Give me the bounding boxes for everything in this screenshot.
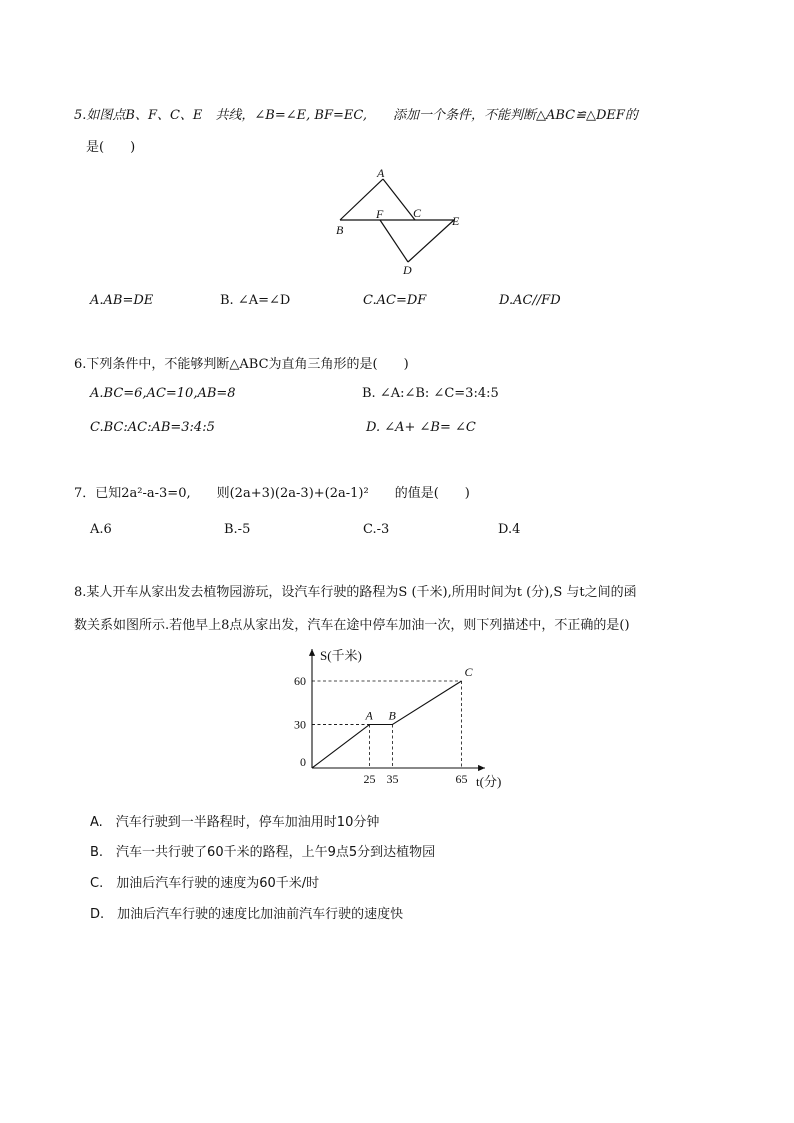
q8-stem-line1: 8.某人开车从家出发去植物园游玩，设汽车行驶的路程为S (千米),所用时间为t (分),S 与t之间的函: [74, 585, 637, 600]
label-a: A: [377, 166, 385, 180]
distance-time-chart: [280, 643, 520, 795]
point-label-c: C: [464, 665, 473, 679]
q5-figure: [330, 162, 470, 280]
segment-de: [408, 220, 454, 262]
label-c: C: [413, 206, 422, 220]
label-d: D: [403, 263, 412, 277]
q7-stem: 7．已知2a²-a-3=0, 则(2a+3)(2a-3)+(2a-1)² 的值是( ): [74, 486, 470, 501]
q8-stem-line2: 数关系如图所示.若他早上8点从家出发，汽车在途中停车加油一次，则下列描述中，不正确的是(): [74, 618, 630, 633]
q7-option-b: B.-5: [224, 522, 251, 537]
segment-fd: [380, 220, 408, 262]
x-tick-label: 65: [455, 772, 468, 786]
q8-option-d: D. 加油后汽车行驶的速度比加油前汽车行驶的速度快: [90, 907, 404, 922]
label-f: F: [376, 207, 384, 221]
q6-option-b: B. ∠A:∠B: ∠C=3:4:5: [362, 386, 499, 401]
q6-option-c: C.BC:AC:AB=3:4:5: [90, 420, 215, 435]
q7-option-d: D.4: [498, 522, 521, 537]
q5-stem-line1: 5.如图点B、F、C、E 共线，∠B=∠E, BF=EC, 添加一个条件，不能判断△ABC≌△DEF的: [74, 108, 638, 123]
q5-option-b: B. ∠A=∠D: [220, 293, 291, 308]
q5-option-d: D.AC//FD: [499, 293, 561, 308]
q6-option-d: D. ∠A+ ∠B= ∠C: [366, 420, 476, 435]
y-tick-label: 60: [294, 674, 306, 688]
y-tick-label: 0: [300, 755, 306, 769]
point-label-a: A: [365, 708, 373, 723]
label-b: B: [336, 223, 344, 237]
q5-stem-line2: 是( ): [86, 140, 136, 155]
q8-option-c: C. 加油后汽车行驶的速度为60千米/时: [90, 876, 320, 891]
segment-ac: [383, 179, 415, 220]
q8-option-b: B. 汽车一共行驶了60千米的路程，上午9点5分到达植物园: [90, 845, 436, 860]
q5-option-a: A.AB=DE: [90, 293, 154, 308]
q7-option-a: A.6: [90, 522, 112, 537]
x-tick-label: 35: [386, 772, 399, 786]
y-axis-label: S(千米): [320, 648, 362, 663]
y-tick-label: 30: [294, 717, 306, 732]
q6-stem: 6.下列条件中，不能够判断△ABC为直角三角形的是( ): [74, 357, 409, 372]
q6-option-a: A.BC=6,AC=10,AB=8: [90, 386, 236, 401]
label-e: E: [452, 214, 460, 228]
x-axis-label: t(分): [476, 774, 502, 789]
q7-option-c: C.-3: [363, 522, 390, 537]
q8-option-a: A. 汽车行驶到一半路程时，停车加油用时10分钟: [90, 815, 380, 830]
q5-option-c: C.AC=DF: [363, 293, 427, 308]
point-label-b: B: [388, 708, 396, 723]
x-tick-label: 25: [363, 772, 376, 786]
